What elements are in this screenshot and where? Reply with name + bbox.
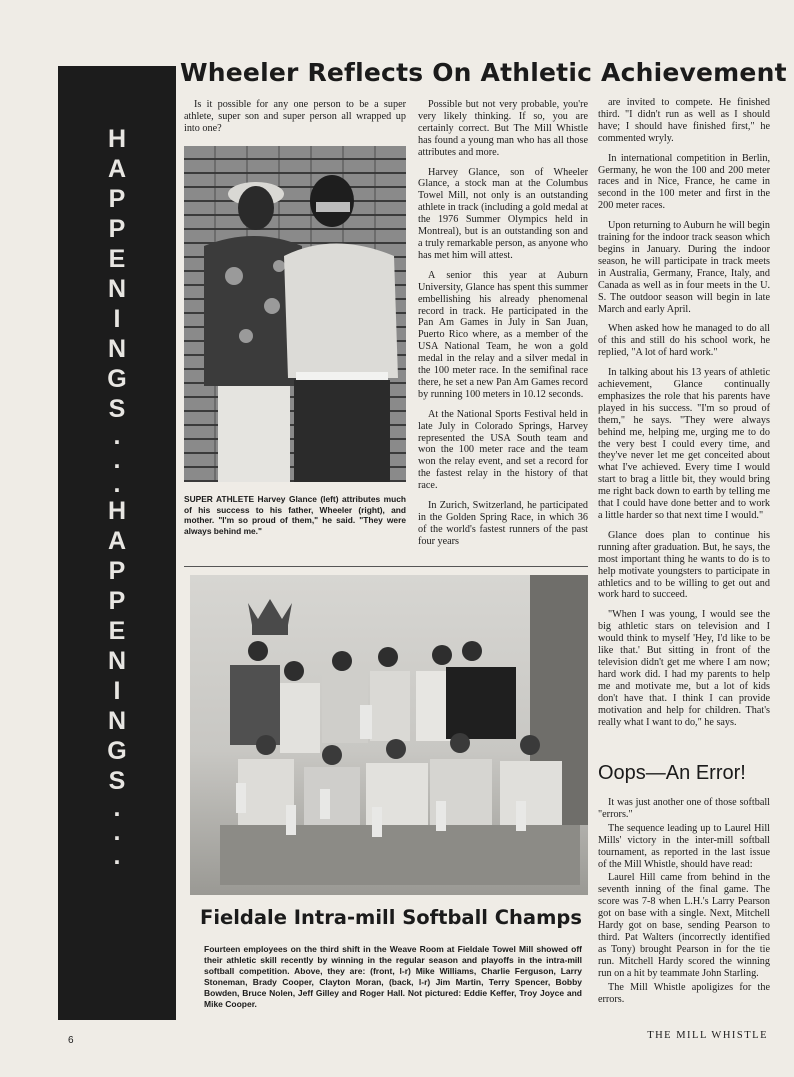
col2-paragraph-1: Possible but not very probable, you're very likely thinking. If so, you are certainly correct. But The Mill Whistle has found a young man who has all those attributes and more. <box>418 99 588 158</box>
sidebar-letter: . <box>113 794 121 822</box>
happenings-vertical-text <box>58 124 176 868</box>
sidebar-letter: P <box>108 557 126 585</box>
photo-caption-super-athlete <box>184 494 406 536</box>
sidebar-letter: P <box>108 185 126 213</box>
article-column-2 <box>418 99 588 556</box>
oops-headline: Oops—An Error! <box>598 762 746 784</box>
sidebar-letter: S <box>108 395 126 423</box>
oops-paragraph-1: It was just another one of those softball "errors." <box>598 797 770 820</box>
col3-paragraph-4: When asked how he managed to do all of this and still do his school work, he replied, "A lot of hard work." <box>598 323 770 359</box>
sidebar-letter: S <box>108 767 126 795</box>
page-number: 6 <box>68 1035 74 1046</box>
col3-paragraph-2: In international competition in Berlin, Germany, he won the 100 and 200 meter races and in Nice, France, he came in second in the 100 meter and first in the 200 meter races. <box>598 152 770 212</box>
sidebar-letter: I <box>113 677 121 705</box>
sidebar-letter: P <box>108 587 126 615</box>
col2-paragraph-4: At the National Sports Festival held in late July in Colorado Springs, Harvey represented the USA South team and won the 100 meter race and the team won the relay event, and set a record for the fastest relay in the history of that race. <box>418 408 588 492</box>
oops-article <box>598 797 770 1013</box>
sidebar-letter: G <box>107 737 127 765</box>
col3-paragraph-1: are invited to compete. He finished third. "I didn't run as well as I should have; I should have finished first," he commented wryly. <box>598 97 770 144</box>
article-intro <box>184 99 406 143</box>
sidebar-letter: . <box>113 422 121 450</box>
sidebar-letter: A <box>107 527 127 555</box>
softball-headline: Fieldale Intra-mill Softball Champs <box>200 906 582 929</box>
sidebar-letter: N <box>107 707 127 735</box>
sidebar-letter: G <box>107 365 127 393</box>
happenings-sidebar <box>58 66 176 1020</box>
sidebar-letter: H <box>107 125 127 153</box>
sidebar-letter: . <box>113 470 121 498</box>
sidebar-letter: A <box>107 155 127 183</box>
sidebar-letter: . <box>113 446 121 474</box>
sidebar-letter: H <box>107 497 127 525</box>
col3-paragraph-3: Upon returning to Auburn he will begin training for the indoor track season which begins in January. During the indoor season, he will participate in track meets in Australia, Germany, France, Italy, and Canada as well as in four meets in the U. S. The outdoor season will begin in late March and early April. <box>598 220 770 315</box>
article-headline: Wheeler Reflects On Athletic Achievement <box>180 58 787 87</box>
softball-caption: Fourteen employees on the third shift in the Weave Room at Fieldale Towel Mill showed off their athletic skill recently by winning in the regular season and playoffs in the intra-mill softball competition. Above, they are: (front, l-r) Mike Williams, Charlie Ferguson, Larry Stoneman, Brady Cooper, Clayton Moran, (back, l-r) Jim Martin, Terry Spencer, Bobby Bowden, Bruce Nolen, Jeff Gilley and Roger Hall. Not pictured: Eddie Keffer, Troy Joyce and Mike Cooper. <box>204 944 582 1009</box>
sidebar-letter: N <box>107 335 127 363</box>
photo-harvey-and-wheeler-glance <box>184 146 406 482</box>
photo-softball-team <box>190 575 588 895</box>
col2-paragraph-2: Harvey Glance, son of Wheeler Glance, a stock man at the Columbus Towel Mill, not only is an outstanding athlete in track (including a gold medal at the 1976 Summer Olympics held in Montreal), but is an outstanding son and a truly remarkable person, as anyone who has met him will attest. <box>418 166 589 261</box>
col3-paragraph-5: In talking about his 13 years of athletic achievement, Glance continually emphasizes the role that his parents have played in his success. "I'm so proud of them," he says. "They were always behind me, helping me, urging me to do the very best I could every time, and they've never let me get conceited about what I've achieved. Every time I would start to brag a little bit, they would bring me right back down to earth by telling me that I could have done better and to work a little harder so that next time I would." <box>598 367 770 521</box>
article-column-3 <box>598 97 770 736</box>
oops-paragraph-4: The Mill Whistle apoligizes for the errors. <box>598 981 770 1005</box>
sidebar-letter: N <box>107 647 127 675</box>
caption-lead: SUPER ATHLETE <box>184 494 255 504</box>
sidebar-letter: P <box>108 215 126 243</box>
caption-text: Harvey Glance (left) attributes much of his success to his father, Wheeler (right), and mother. "I'm so proud of them," he said. "They were always behind me." <box>184 494 406 536</box>
sidebar-letter: I <box>113 305 121 333</box>
intro-paragraph: Is it possible for any one person to be a super athlete, super son and super person all wrapped up into one? <box>184 99 406 134</box>
sidebar-letter: N <box>107 275 127 303</box>
oops-paragraph-3: Laurel Hill came from behind in the seventh inning of the final game. The score was 7-8 when L.H.'s Larry Pearson got on base with a single. Next, Mitchell Hardy got on base, sending Pearson to third. Pat Walters (incorrectly identified as Tony) brought Pearson in for the tie run. Mitchell Hardy scored the winning run on a hit by teammate John Starling. <box>598 872 770 979</box>
col3-paragraph-7: "When I was young, I would see the big athletic stars on television and I would think to myself 'Hey, I'd like to be like that.' But sitting in front of the television didn't get me where I am now; hard work did. I had my parents to help me and motivate me, but a lot of kids don't have that. I think I can provide motivation and help for children. That's really what I want to do," he says. <box>598 609 770 728</box>
sidebar-letter: E <box>108 617 126 645</box>
sidebar-letter: E <box>108 245 126 273</box>
oops-paragraph-2: The sequence leading up to Laurel Hill Mills' victory in the inter-mill softball tournament, as reported in the last issue of the Mill Whistle, should have read: <box>598 822 770 870</box>
col3-paragraph-6: Glance does plan to continue his running after graduation. But, he says, the most important thing he wants to do is to help motivate youngsters to participate in athletics and to be willing to get out and work hard to succeed. <box>598 529 770 601</box>
col2-paragraph-5: In Zurich, Switzerland, he participated in the Golden Spring Race, in which 36 of the world's fastest runners of the past four years <box>418 500 588 547</box>
publication-name: THE MILL WHISTLE <box>647 1030 768 1041</box>
sidebar-letter: . <box>113 818 121 846</box>
sidebar-letter: . <box>113 842 121 870</box>
col2-paragraph-3: A senior this year at Auburn University, Glance has spent this summer embellishing his already phenomenal record in track. He participated in the Pan Am Games in July in San Juan, Puerto Rico where, as a member of the USA National Team, he won a gold medal in the relay and a silver medal in the 100 meter race. In the semifinal race there, he set a new Pan Am Games record by running 100 meters in 10.12 seconds. <box>418 269 589 400</box>
section-divider <box>184 566 588 567</box>
